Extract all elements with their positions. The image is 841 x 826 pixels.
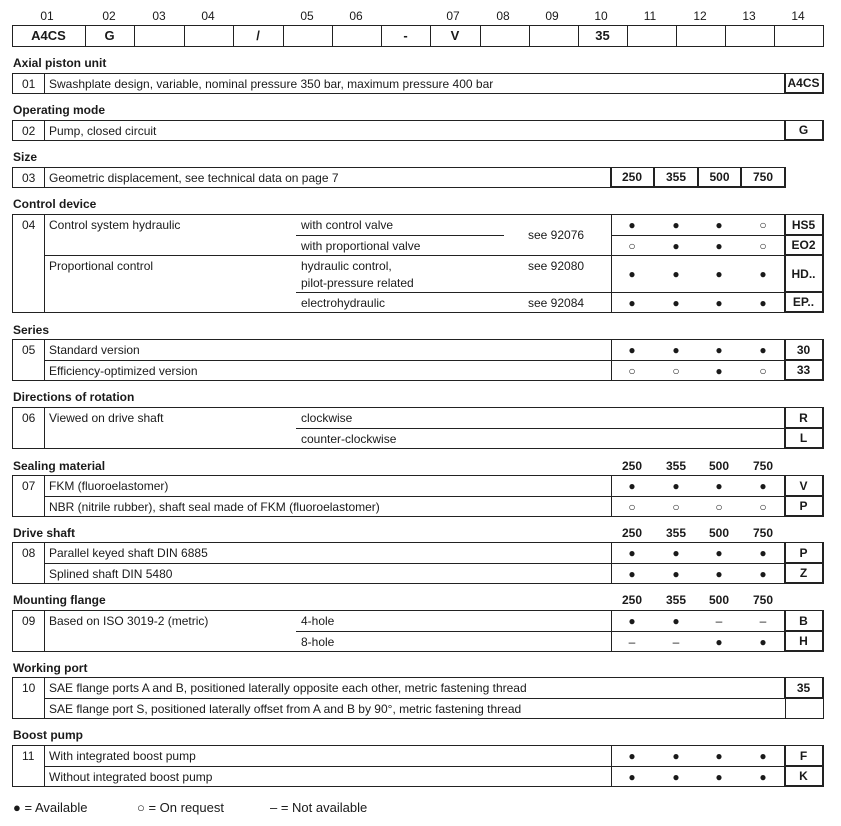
size-option: 750 [741,167,786,188]
size-header: 250 [621,526,643,540]
section-title: Mounting flange [13,593,106,607]
row-description: SAE flange port S, positioned laterally offset from A and B by 90°, metric fastening thread [49,702,522,716]
row-option: counter-clockwise [301,432,397,446]
availability-mark: ● [715,296,723,310]
section-title: Operating mode [13,103,106,117]
row-option: electrohydraulic [301,296,386,310]
code-cell: A4CS [31,28,66,43]
row-number: 06 [22,411,36,425]
section-frame [784,698,824,719]
legend-not-available: – = Not available [270,800,368,815]
pos-number: 01 [40,9,54,23]
row-description: FKM (fluoroelastomer) [49,479,169,493]
availability-mark: ● [715,343,723,357]
size-option: 355 [654,167,699,188]
availability-mark: – [672,635,680,649]
availability-mark: ● [672,343,680,357]
availability-mark: ○ [759,364,767,378]
code-answer: P [784,496,824,517]
row-option: pilot-pressure related [301,276,414,290]
code-answer: HD.. [784,255,824,293]
code-answer: R [784,407,824,429]
pos-number: 09 [545,9,559,23]
row-description: NBR (nitrile rubber), shaft seal made of FKM (fluoroelastomer) [49,500,380,514]
availability-mark: ○ [759,239,767,253]
availability-mark: ○ [628,500,636,514]
availability-mark: ○ [628,364,636,378]
section-title: Boost pump [13,728,83,742]
availability-mark: ● [759,770,767,784]
availability-mark: ● [672,770,680,784]
availability-mark: ● [759,749,767,763]
pos-number: 14 [791,9,805,23]
code-answer: K [784,766,824,787]
code-answer: P [784,542,824,564]
availability-mark: ○ [672,500,680,514]
code-answer: EO2 [784,235,824,256]
row-option: clockwise [301,411,353,425]
row-description: Control system hydraulic [49,218,181,232]
code-answer: V [784,475,824,497]
size-header: 750 [752,459,774,473]
code-answer: L [784,428,824,449]
size-header: 500 [708,593,730,607]
availability-mark: ● [628,267,636,281]
row-description: Efficiency-optimized version [49,364,198,378]
availability-mark: ● [628,343,636,357]
row-option: hydraulic control, [301,259,392,273]
availability-mark: ● [672,567,680,581]
availability-mark: ● [715,567,723,581]
section-title: Size [13,150,38,164]
row-description: Pump, closed circuit [49,124,157,138]
availability-mark: ● [715,364,723,378]
availability-mark: ● [759,296,767,310]
section-title: Control device [13,197,97,211]
row-description: Without integrated boost pump [49,770,213,784]
reference: see 92076 [528,228,585,242]
availability-mark: ● [715,749,723,763]
availability-mark: ● [759,479,767,493]
code-answer: 33 [784,360,824,381]
size-header: 500 [708,459,730,473]
availability-mark: ● [628,546,636,560]
availability-mark: – [628,635,636,649]
availability-mark: ● [672,546,680,560]
section-title: Axial piston unit [13,56,107,70]
size-header: 750 [752,526,774,540]
row-number: 04 [22,218,36,232]
section-title: Directions of rotation [13,390,135,404]
code-answer: HS5 [784,214,824,236]
pos-number: 13 [742,9,756,23]
availability-mark: ● [715,239,723,253]
row-option: 4-hole [301,614,335,628]
availability-mark: ● [715,479,723,493]
pos-number: 07 [446,9,460,23]
code-answer: A4CS [784,73,824,94]
availability-mark: ● [628,567,636,581]
code-answer: Z [784,563,824,584]
section-title: Series [13,323,50,337]
pos-number: 06 [349,9,363,23]
availability-mark: ● [759,546,767,560]
availability-mark: ● [759,267,767,281]
availability-mark: ● [628,749,636,763]
availability-mark: ● [672,239,680,253]
row-description: Standard version [49,343,140,357]
row-description: Parallel keyed shaft DIN 6885 [49,546,208,560]
size-header: 250 [621,459,643,473]
code-answer: H [784,631,824,652]
reference: see 92080 [528,259,585,273]
row-description: With integrated boost pump [49,749,196,763]
row-description: Viewed on drive shaft [49,411,164,425]
row-description: Proportional control [49,259,154,273]
row-number: 05 [22,343,36,357]
reference: see 92084 [528,296,585,310]
row-number: 03 [22,171,36,185]
availability-mark: ● [628,479,636,493]
availability-mark: ○ [759,500,767,514]
availability-mark: ○ [628,239,636,253]
code-cell: G [104,28,115,43]
code-answer: 30 [784,339,824,361]
legend-on-request: ○ = On request [137,800,224,815]
size-header: 355 [665,593,687,607]
code-answer: B [784,610,824,632]
availability-mark: ○ [759,218,767,232]
availability-mark: ● [715,635,723,649]
row-description: Geometric displacement, see technical data on page 7 [49,171,339,185]
code-cell: V [450,28,460,43]
availability-mark: ● [628,614,636,628]
row-description: Swashplate design, variable, nominal pressure 350 bar, maximum pressure 400 bar [49,77,494,91]
row-number: 08 [22,546,36,560]
availability-mark: ○ [715,500,723,514]
availability-mark: ● [672,296,680,310]
availability-mark: ● [759,567,767,581]
row-number: 11 [22,749,35,763]
availability-mark: – [759,614,767,628]
row-number: 01 [22,77,36,91]
pos-number: 04 [201,9,215,23]
availability-mark: ● [628,218,636,232]
availability-mark: ● [628,296,636,310]
code-answer: 35 [784,677,824,699]
code-answer: G [784,120,824,141]
row-option: with control valve [301,218,394,232]
row-description: Based on ISO 3019-2 (metric) [49,614,209,628]
availability-mark: – [715,614,723,628]
pos-number: 03 [152,9,166,23]
row-option: with proportional valve [301,239,421,253]
row-description: Splined shaft DIN 5480 [49,567,173,581]
pos-number: 12 [693,9,707,23]
size-option: 250 [610,167,655,188]
legend-available: ● = Available [13,800,88,815]
size-header: 355 [665,526,687,540]
availability-mark: ● [672,218,680,232]
availability-mark: ● [759,343,767,357]
pos-number: 05 [300,9,314,23]
code-answer: EP.. [784,292,824,313]
row-number: 07 [22,479,36,493]
availability-mark: ● [672,267,680,281]
availability-mark: ● [628,770,636,784]
row-description: SAE flange ports A and B, positioned laterally opposite each other, metric fastening thread [49,681,527,695]
pos-number: 08 [496,9,510,23]
availability-mark: ● [715,546,723,560]
pos-number: 02 [102,9,116,23]
size-header: 500 [708,526,730,540]
code-cell: / [256,28,260,43]
section-title: Sealing material [13,459,106,473]
row-number: 09 [22,614,36,628]
availability-mark: ● [715,770,723,784]
row-number: 10 [22,681,36,695]
row-option: 8-hole [301,635,335,649]
size-header: 750 [752,593,774,607]
pos-number: 11 [643,9,657,23]
availability-mark: ● [715,218,723,232]
code-cell: - [403,28,408,43]
size-header: 355 [665,459,687,473]
pos-number: 10 [594,9,608,23]
availability-mark: ● [715,267,723,281]
availability-mark: ● [672,479,680,493]
section-title: Drive shaft [13,526,76,540]
availability-mark: ○ [672,364,680,378]
code-answer: F [784,745,824,767]
availability-mark: ● [672,749,680,763]
size-option: 500 [698,167,742,188]
section-title: Working port [13,661,88,675]
size-header: 250 [621,593,643,607]
code-cell: 35 [595,28,610,43]
availability-mark: ● [759,635,767,649]
availability-mark: ● [672,614,680,628]
row-number: 02 [22,124,36,138]
